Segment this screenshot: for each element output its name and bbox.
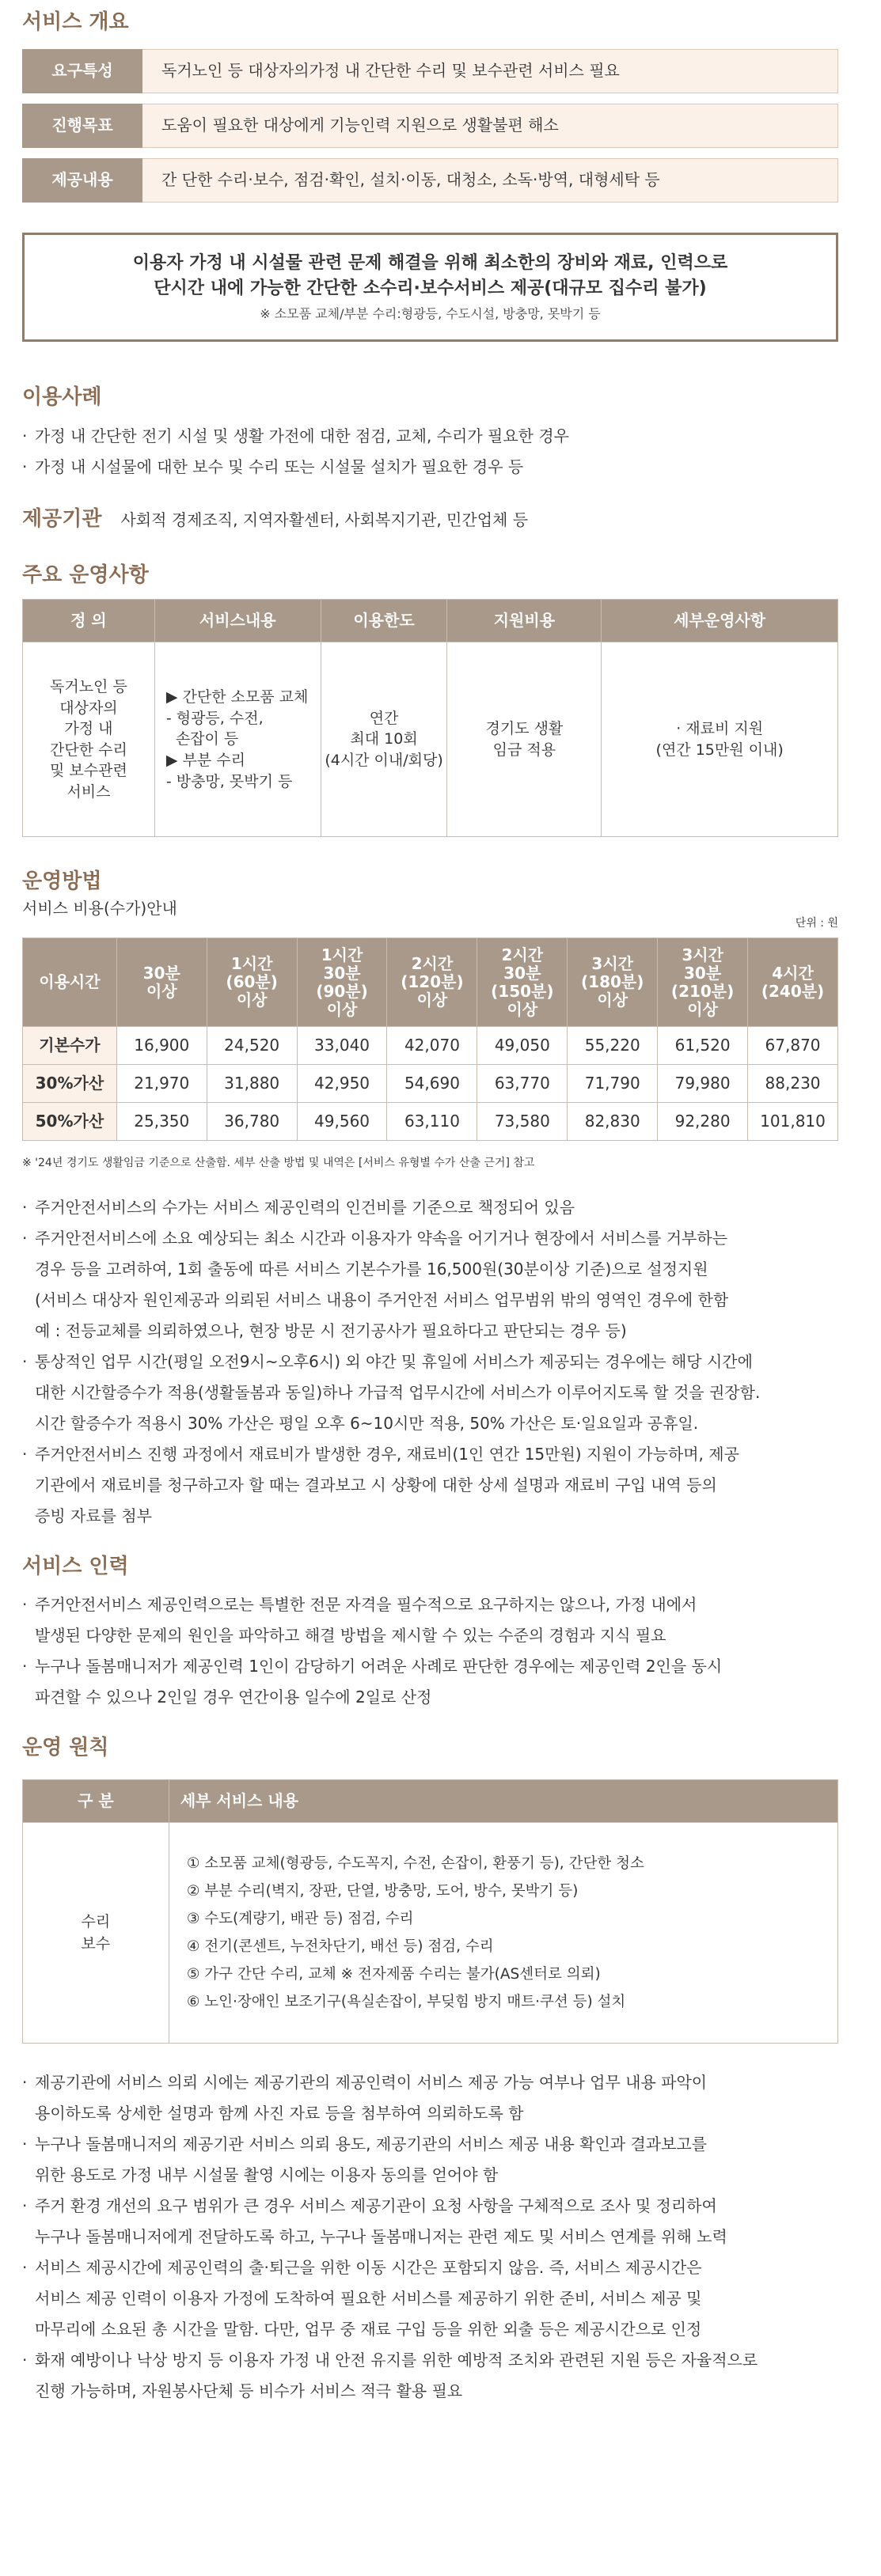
list-item-continuation: 파견할 수 있으나 2인일 경우 연간이용 일수에 2일로 산정	[35, 1688, 432, 1707]
fee-cell: 101,810	[748, 1103, 838, 1141]
overview-value: 간 단한 수리·보수, 점검·확인, 설치·이동, 대청소, 소독·방역, 대형세탁 등	[142, 158, 838, 203]
cost-cell: 경기도 생활 임금 적용	[447, 642, 602, 837]
fee-cell: 49,560	[297, 1103, 387, 1141]
overview-row	[22, 158, 838, 203]
highlight-line: 단시간 내에 가능한 간단한 소수리·보수서비스 제공(대규모 집수리 불가)	[154, 278, 707, 299]
fee-row-label: 50%가산	[23, 1103, 117, 1141]
list-item: · 주거안전서비스 제공인력으로는 특별한 전문 자격을 필수적으로 요구하지는 않으나, 가정 내에서	[22, 1595, 697, 1615]
list-item-continuation: 용이하도록 상세한 설명과 함께 사진 자료 등을 첨부하여 의뢰하도록 함	[35, 2104, 524, 2123]
list-item: ⑤ 가구 간단 수리, 교체 ※ 전자제품 수리는 불가(AS센터로 의뢰)	[186, 1966, 601, 1983]
fee-header: 1시간 30분 (90분) 이상	[297, 938, 387, 1027]
fee-cell: 61,520	[658, 1027, 748, 1065]
fee-cell: 25,350	[116, 1103, 207, 1141]
agency-section	[22, 506, 859, 533]
cases-list	[22, 421, 859, 483]
content-cell: ▶ 간단한 소모품 교체 - 형광등, 수전, 손잡이 등 ▶ 부분 수리 - 방충망, 못박기 등	[154, 642, 321, 837]
fee-cell: 63,110	[387, 1103, 477, 1141]
list-item: · 주거 환경 개선의 요구 범위가 큰 경우 서비스 제공기관이 요청 사항을 구체적으로 조사 및 정리하여	[22, 2196, 717, 2216]
fee-header: 30분 이상	[116, 938, 207, 1027]
list-item-continuation: 증빙 자료를 첨부	[35, 1506, 152, 1525]
principles-items-cell	[169, 1823, 837, 2044]
agency-title: 제공기관	[22, 506, 102, 531]
fee-cell: 24,520	[207, 1027, 297, 1065]
list-item-continuation: 서비스 제공 인력이 이용자 가정에 도착하여 필요한 서비스를 제공하기 위한 준비, 서비스 제공 및	[35, 2289, 702, 2309]
category-cell: 수리 보수	[23, 1823, 169, 2044]
list-item: · 가정 내 시설물에 대한 보수 및 수리 또는 시설물 설치가 필요한 경우 등	[22, 456, 524, 476]
table-row	[23, 1027, 838, 1065]
fee-cell: 31,880	[207, 1065, 297, 1103]
overview-value: 독거노인 등 대상자의가정 내 간단한 수리 및 보수관련 서비스 필요	[142, 49, 838, 93]
highlight-box	[22, 233, 838, 342]
overview-key: 요구특성	[22, 49, 142, 93]
table-header: 구 분	[23, 1780, 169, 1823]
principles-title: 운영 원칙	[22, 1736, 109, 1760]
list-item-continuation: 진행 가능하며, 자원봉사단체 등 비수가 서비스 적극 활용 필요	[35, 2381, 463, 2401]
fee-cell: 63,770	[477, 1065, 568, 1103]
table-header: 세부운영사항	[602, 600, 838, 642]
cases-title: 이용사례	[22, 385, 102, 409]
list-item-continuation: 발생된 다양한 문제의 원인을 파악하고 해결 방법을 제시할 수 있는 수준의 경험과 지식 필요	[35, 1626, 666, 1646]
method-subtitle: 서비스 비용(수가)안내	[22, 898, 177, 918]
fee-cell: 21,970	[116, 1065, 207, 1103]
list-item-continuation: 예 : 전등교체를 의뢰하였으나, 현장 방문 시 전기공사가 필요하다고 판단되는 경우 등)	[35, 1320, 627, 1340]
fee-header: 3시간 30분 (210분) 이상	[658, 938, 748, 1027]
staff-bullets	[22, 1589, 859, 1713]
fee-row-label: 기본수가	[23, 1027, 117, 1065]
list-item: ⑥ 노인·장애인 보조기구(욕실손잡이, 부딪힘 방지 매트·쿠션 등) 설치	[186, 1994, 626, 2011]
fee-cell: 79,980	[658, 1065, 748, 1103]
list-item: · 주거안전서비스에 소요 예상되는 최소 시간과 이용자가 약속을 어기거나 현장에서 서비스를 거부하는	[22, 1228, 728, 1248]
fee-cell: 71,790	[568, 1065, 658, 1103]
list-item-continuation: (서비스 대상자 원인제공과 의뢰된 서비스 내용이 주거안전 서비스 업무범위 밖의 영역인 경우에 한함	[35, 1290, 729, 1309]
fee-header: 4시간 (240분)	[748, 938, 838, 1027]
fee-cell: 49,050	[477, 1027, 568, 1065]
staff-title: 서비스 인력	[22, 1554, 129, 1578]
fee-cell: 33,040	[297, 1027, 387, 1065]
method-bullets	[22, 1192, 859, 1532]
table-header: 지원비용	[447, 600, 602, 642]
fee-cell: 42,950	[297, 1065, 387, 1103]
list-item: · 가정 내 간단한 전기 시설 및 생활 가전에 대한 점검, 교체, 수리가 필요한 경우	[22, 426, 569, 445]
fee-cell: 67,870	[748, 1027, 838, 1065]
list-item: · 화재 예방이나 낙상 방지 등 이용자 가정 내 안전 유지를 위한 예방적 조치와 관련된 지원 등은 자율적으로	[22, 2351, 758, 2370]
fee-cell: 42,070	[387, 1027, 477, 1065]
list-item-continuation: 마무리에 소요된 총 시간을 말함. 다만, 업무 중 재료 구입 등을 위한 외출 등은 제공시간으로 인정	[35, 2320, 702, 2339]
table-row	[23, 1103, 838, 1141]
highlight-note: ※ 소모품 교체/부분 수리:형광등, 수도시설, 방충망, 못박기 등	[260, 306, 601, 322]
table-header: 서비스내용	[154, 600, 321, 642]
fee-cell: 73,580	[477, 1103, 568, 1141]
overview-row	[22, 49, 838, 93]
list-item: ④ 전기(콘센트, 누전차단기, 배선 등) 점검, 수리	[186, 1938, 494, 1956]
limit-cell: 연간 최대 10회 (4시간 이내/회당)	[321, 642, 447, 837]
fee-cell: 16,900	[116, 1027, 207, 1065]
fee-cell: 54,690	[387, 1065, 477, 1103]
table-row	[23, 1065, 838, 1103]
list-item: · 주거안전서비스의 수가는 서비스 제공인력의 인건비를 기준으로 책정되어 있음	[22, 1197, 575, 1217]
principles-bullets	[22, 2067, 859, 2407]
fee-header: 2시간 (120분) 이상	[387, 938, 477, 1027]
fee-cell: 82,830	[568, 1103, 658, 1141]
overview-row	[22, 104, 838, 148]
list-item: ③ 수도(계량기, 배관 등) 점검, 수리	[186, 1911, 414, 1928]
overview-value: 도움이 필요한 대상에게 기능인력 지원으로 생활불편 해소	[142, 104, 838, 148]
overview-table	[22, 49, 859, 203]
overview-key: 진행목표	[22, 104, 142, 148]
table-header: 세부 서비스 내용	[169, 1780, 837, 1823]
fee-row-label: 30%가산	[23, 1065, 117, 1103]
operations-title: 주요 운영사항	[22, 563, 149, 588]
table-header: 정 의	[23, 600, 155, 642]
list-item-continuation: 위한 용도로 가정 내부 시설물 촬영 시에는 이용자 동의를 얻어야 함	[35, 2165, 499, 2185]
list-item-continuation: 경우 등을 고려하여, 1회 출동에 따른 서비스 기본수가를 16,500원(30분이상 기준)으로 설정지원	[35, 1259, 708, 1279]
fee-cell: 88,230	[748, 1065, 838, 1103]
list-item: · 통상적인 업무 시간(평일 오전9시~오후6시) 외 야간 및 휴일에 서비스가 제공되는 경우에는 해당 시간에	[22, 1351, 753, 1371]
fee-header: 3시간 (180분) 이상	[568, 938, 658, 1027]
list-item: · 누구나 돌봄매니저의 제공기관 서비스 의뢰 용도, 제공기관의 서비스 제공 내용 확인과 결과보고를	[22, 2135, 708, 2154]
table-header: 이용한도	[321, 600, 447, 642]
highlight-line: 이용자 가정 내 시설물 관련 문제 해결을 위해 최소한의 장비와 재료, 인력으로	[132, 253, 728, 274]
principles-table	[22, 1779, 838, 2044]
list-item-continuation: 기관에서 재료비를 청구하고자 할 때는 결과보고 시 상황에 대한 상세 설명과 재료비 구입 내역 등의	[35, 1475, 717, 1494]
list-item: ① 소모품 교체(형광등, 수도꼭지, 수전, 손잡이, 환풍기 등), 간단한 청소	[186, 1855, 644, 1873]
definition-cell: 독거노인 등 대상자의 가정 내 간단한 수리 및 보수관련 서비스	[23, 642, 155, 837]
fee-header: 1시간 (60분) 이상	[207, 938, 297, 1027]
operations-table	[22, 599, 838, 837]
fee-cell: 92,280	[658, 1103, 748, 1141]
list-item-continuation: 누구나 돌봄매니저에게 전달하도록 하고, 누구나 돌봄매니저는 관련 제도 및 서비스 연계를 위해 노력	[35, 2227, 727, 2247]
list-item-continuation: 대한 시간할증수가 적용(생활돌봄과 동일)하나 가급적 업무시간에 서비스가 이루어지도록 할 것을 권장함.	[35, 1382, 761, 1402]
agency-text: 사회적 경제조직, 지역자활센터, 사회복지기관, 민간업체 등	[120, 510, 529, 529]
unit-label: 단위 : 원	[795, 916, 838, 930]
fee-table	[22, 938, 838, 1141]
list-item: · 누구나 돌봄매니저가 제공인력 1인이 감당하기 어려운 사례로 판단한 경우에는 제공인력 2인을 동시	[22, 1657, 723, 1676]
list-item-continuation: 시간 할증수가 적용시 30% 가산은 평일 오후 6~10시만 적용, 50% 가산은 토·일요일과 공휴일.	[35, 1413, 699, 1433]
overview-key: 제공내용	[22, 158, 142, 203]
fee-header: 2시간 30분 (150분) 이상	[477, 938, 568, 1027]
footnote: ※ '24년 경기도 생활임금 기준으로 산출함. 세부 산출 방법 및 내역은 [서비스 유형별 수가 산출 근거] 참고	[22, 1157, 535, 1170]
overview-title: 서비스 개요	[22, 10, 129, 34]
fee-header: 이용시간	[23, 938, 117, 1027]
fee-cell: 55,220	[568, 1027, 658, 1065]
list-item: · 주거안전서비스 진행 과정에서 재료비가 발생한 경우, 재료비(1인 연간 15만원) 지원이 가능하며, 제공	[22, 1444, 739, 1464]
list-item: · 서비스 제공시간에 제공인력의 출·퇴근을 위한 이동 시간은 포함되지 않음. 즉, 서비스 제공시간은	[22, 2258, 702, 2278]
list-item: ② 부분 수리(벽지, 장판, 단열, 방충망, 도어, 방수, 못박기 등)	[186, 1883, 579, 1900]
fee-cell: 36,780	[207, 1103, 297, 1141]
list-item: · 제공기관에 서비스 의뢰 시에는 제공기관의 제공인력이 서비스 제공 가능 여부나 업무 내용 파악이	[22, 2073, 708, 2093]
detail-cell: · 재료비 지원 (연간 15만원 이내)	[602, 642, 838, 837]
method-title: 운영방법	[22, 869, 102, 894]
